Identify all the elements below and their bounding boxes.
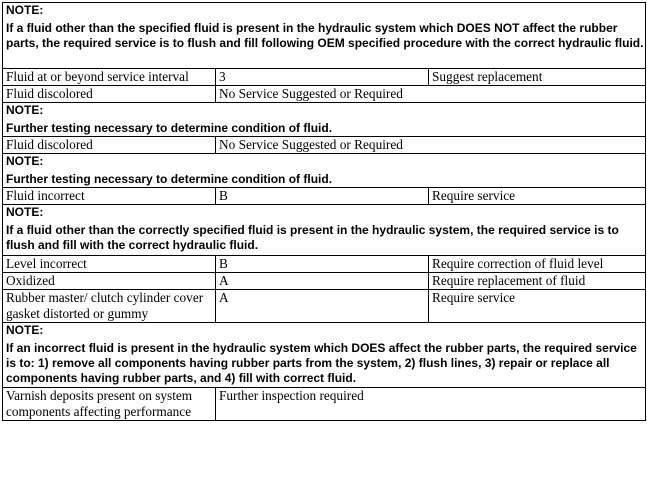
- note-row: [3, 323, 646, 388]
- table-row: [3, 388, 646, 421]
- action-cell: Require service: [429, 290, 646, 323]
- code-cell: B: [216, 256, 429, 273]
- note-label: NOTE:: [6, 205, 44, 219]
- note-cell: [3, 205, 646, 256]
- table-row: [3, 273, 646, 290]
- note-text: Further testing necessary to determine condition of fluid.: [6, 172, 333, 186]
- note-text: Further testing necessary to determine condition of fluid.: [6, 121, 333, 135]
- table-row: [3, 137, 646, 154]
- condition-cell: Rubber master/ clutch cylinder cover gasket distorted or gummy: [3, 290, 216, 323]
- service-guideline-table: [2, 2, 646, 421]
- condition-cell: Oxidized: [3, 273, 216, 290]
- note-label: NOTE:: [6, 323, 44, 337]
- action-cell: Require service: [429, 188, 646, 205]
- code-cell: B: [216, 188, 429, 205]
- action-cell: Further inspection required: [216, 388, 646, 421]
- note-row: [3, 154, 646, 188]
- table-row: [3, 290, 646, 323]
- condition-cell: Fluid discolored: [3, 86, 216, 103]
- condition-cell: Fluid discolored: [3, 137, 216, 154]
- action-cell: No Service Suggested or Required: [216, 86, 646, 103]
- code-cell: A: [216, 290, 429, 323]
- table-row: [3, 188, 646, 205]
- table-row: [3, 256, 646, 273]
- note-row: [3, 205, 646, 256]
- action-cell: Require correction of fluid level: [429, 256, 646, 273]
- note-cell: [3, 3, 646, 69]
- table-row: [3, 69, 646, 86]
- condition-cell: Level incorrect: [3, 256, 216, 273]
- note-cell: [3, 103, 646, 137]
- note-text: If a fluid other than the specified fluid is present in the hydraulic system which DOES NOT affect the rubber parts, the required service is to flush and fill following OEM specified procedure with the correct hydraulic fluid.: [6, 21, 644, 50]
- code-cell: A: [216, 273, 429, 290]
- condition-cell: Fluid incorrect: [3, 188, 216, 205]
- action-cell: Suggest replacement: [429, 69, 646, 86]
- condition-cell: Fluid at or beyond service interval: [3, 69, 216, 86]
- action-cell: No Service Suggested or Required: [216, 137, 646, 154]
- note-row: [3, 103, 646, 137]
- action-cell: Require replacement of fluid: [429, 273, 646, 290]
- note-text: If an incorrect fluid is present in the hydraulic system which DOES affect the rubber parts, the required service is to: 1) remove all components having rubber parts from the system, 2) flush lines, 3) repair or replace all components having rubber parts, and 4) fill with correct fluid.: [6, 341, 637, 385]
- condition-cell: Varnish deposits present on system components affecting performance: [3, 388, 216, 421]
- note-row: [3, 3, 646, 69]
- note-label: NOTE:: [6, 154, 44, 168]
- note-label: NOTE:: [6, 3, 44, 17]
- note-label: NOTE:: [6, 103, 44, 117]
- code-cell: 3: [216, 69, 429, 86]
- note-text: If a fluid other than the correctly specified fluid is present in the hydraulic system, the required service is to flush and fill with the correct hydraulic fluid.: [6, 223, 619, 252]
- note-cell: [3, 323, 646, 388]
- table-row: [3, 86, 646, 103]
- note-cell: [3, 154, 646, 188]
